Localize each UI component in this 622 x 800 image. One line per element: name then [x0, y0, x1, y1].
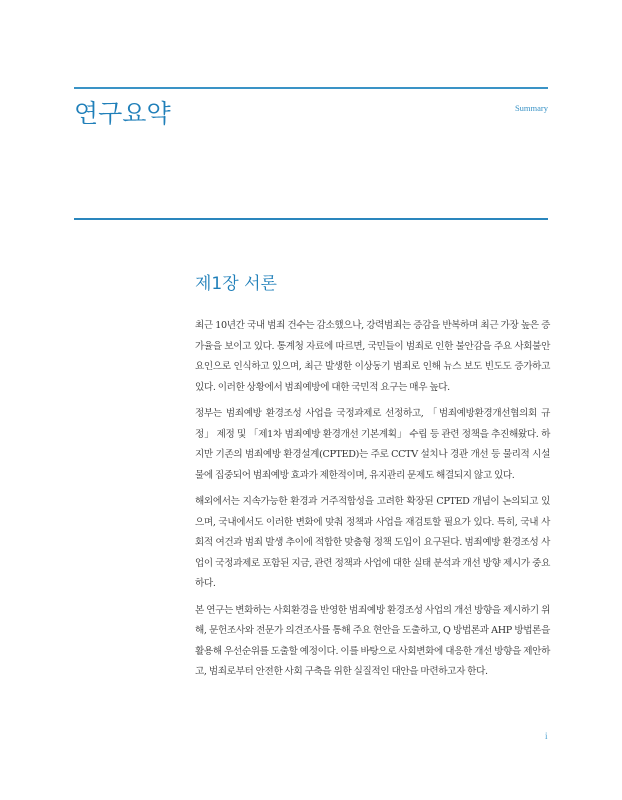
header-top-rule [74, 87, 548, 89]
chapter-title: 제1장 서론 [195, 274, 277, 294]
paragraph-2: 정부는 범죄예방 환경조성 사업을 국정과제로 선정하고, 「범죄예방환경개선협의회 규정」 제정 및 「제1차 범죄예방 환경개선 기본계획」 수립 등 관련 정책을 추진해왔다. 하지만 기존의 범죄예방 환경설계(CPTED)는 주로 CCTV 설치나 경관 개선 등 물리적 시설물에 집중되어 범죄예방 효과가 제한적이며, 유지관리 문제도 해결되지 않고 있다. [195, 408, 550, 481]
chapter-body [195, 316, 550, 689]
paragraph-4: 본 연구는 변화하는 사회환경을 반영한 범죄예방 환경조성 사업의 개선 방향을 제시하기 위해, 문헌조사와 전문가 의견조사를 통해 주요 현안을 도출하고, Q 방법론과 AHP 방법론을 활용해 우선순위를 도출할 예정이다. 이를 바탕으로 사회변화에 대응한 개선 방향을 제안하고, 범죄로부터 안전한 사회 구축을 위한 실질적인 대안을 마련하고자 한다. [195, 604, 550, 677]
paragraph-3: 해외에서는 지속가능한 환경과 거주적합성을 고려한 확장된 CPTED 개념이 논의되고 있으며, 국내에서도 이러한 변화에 맞춰 정책과 사업을 재검토할 필요가 있다. 특히, 국내 사회적 여건과 범죄 발생 추이에 적합한 맞춤형 정책 도입이 요구된다. 범죄예방 환경조성 사업이 국정과제로 포함된 지금, 관련 정책과 사업에 대한 실태 분석과 개선 방향 제시가 중요하다. [195, 496, 550, 589]
paragraph-1: 최근 10년간 국내 범죄 건수는 감소했으나, 강력범죄는 증감을 반복하며 최근 가장 높은 증가율을 보이고 있다. 통계청 자료에 따르면, 국민들이 범죄로 인한 불안감을 주요 사회불안 요인으로 인식하고 있으며, 최근 발생한 이상동기 범죄로 인해 뉴스 보도 빈도도 증가하고 있다. 이러한 상황에서 범죄예방에 대한 국민적 요구는 매우 높다. [195, 320, 550, 393]
running-head: Summary [514, 103, 548, 113]
header-bottom-rule [74, 218, 548, 220]
page-title: 연구요약 [74, 99, 171, 128]
page-number: i [545, 731, 548, 741]
